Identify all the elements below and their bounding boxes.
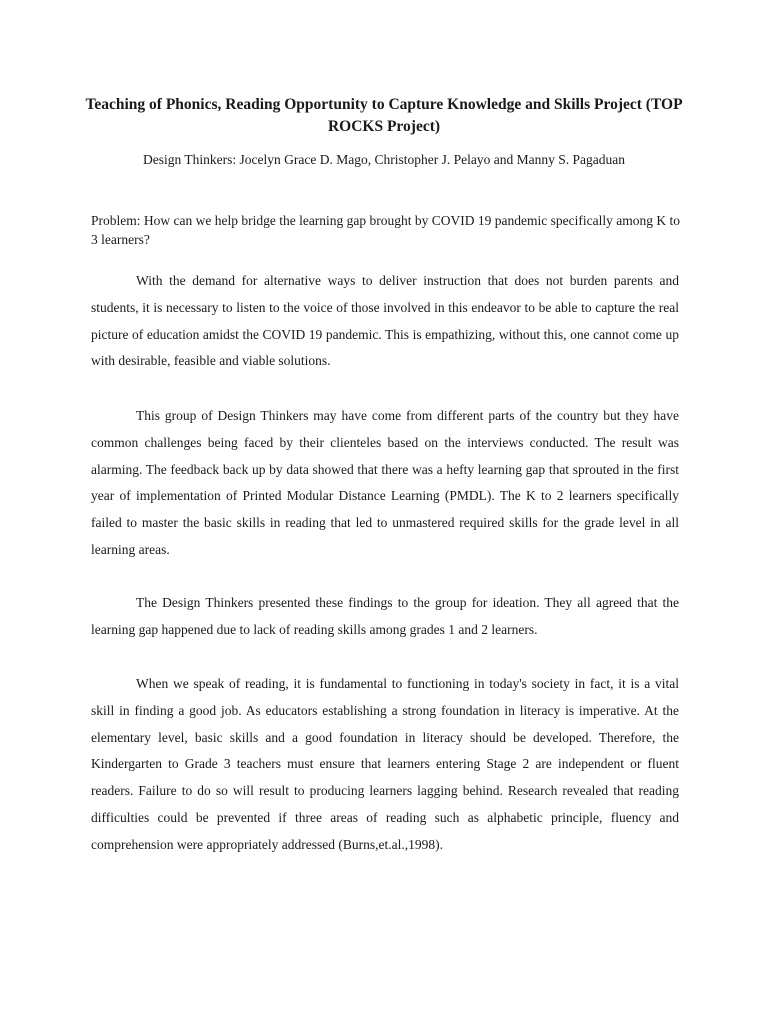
body-paragraph: This group of Design Thinkers may have come from different parts of the country but they have common challenges being faced by their clienteles based on the interviews conducted. The result was alarming. The feedback back up by data showed that there was a hefty learning gap that sprouted in the first year of implementation of Printed Modular Distance Learning (PMDL). The K to 2 learners specifically failed to master the basic skills in reading that led to unmastered required skills for the grade level in all learning areas. bbox=[91, 408, 679, 557]
body-paragraph: With the demand for alternative ways to deliver instruction that does not burden parents and students, it is necessary to listen to the voice of those involved in this endeavor to be able to capture the real picture of education amidst the COVID 19 pandemic. This is empathizing, without this, one cannot come up with desirable, feasible and viable solutions. bbox=[91, 273, 679, 369]
body-paragraph: The Design Thinkers presented these findings to the group for ideation. They all agreed that the learning gap happened due to lack of reading skills among grades 1 and 2 learners. bbox=[91, 595, 679, 637]
problem-statement: Problem: How can we help bridge the learning gap brought by COVID 19 pandemic specifically among K to 3 learners? bbox=[91, 213, 680, 247]
body-paragraph: When we speak of reading, it is fundamental to functioning in today's society in fact, it is a vital skill in finding a good job. As educators establishing a strong foundation in literacy is imperative. At the elementary level, basic skills and a good foundation in literacy should be developed. Therefore, the Kindergarten to Grade 3 teachers must ensure that learners entering Stage 2 are independent or fluent readers. Failure to do so will result to producing learners lagging behind. Research revealed that reading difficulties could be prevented if three areas of reading such as alphabetic principle, fluency and comprehension were appropriately addressed (Burns,et.al.,1998). bbox=[91, 676, 679, 852]
document-title: Teaching of Phonics, Reading Opportunity to Capture Knowledge and Skills Project (TOP ROCKS Project) bbox=[85, 96, 683, 135]
document-authors: Design Thinkers: Jocelyn Grace D. Mago, Christopher J. Pelayo and Manny S. Pagaduan bbox=[143, 152, 625, 167]
